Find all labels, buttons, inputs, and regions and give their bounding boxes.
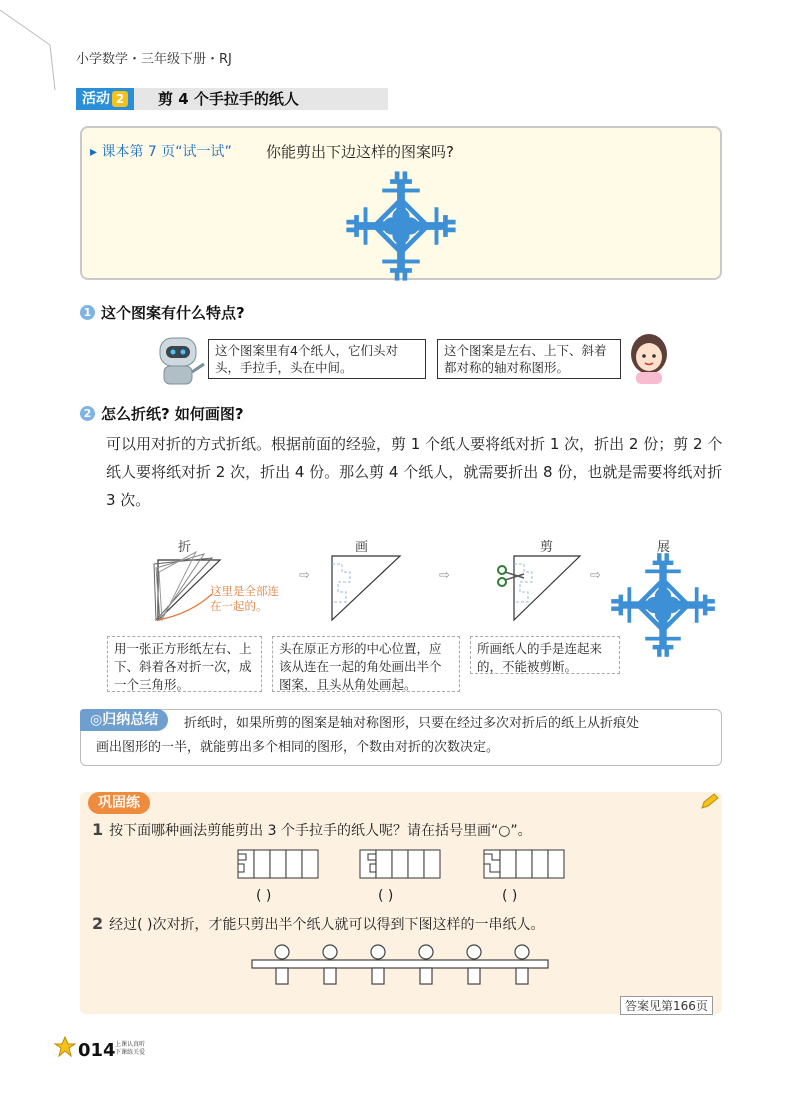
pencil-icon (700, 792, 720, 810)
summary-text-line-2: 画出图形的一半，就能剪出多个相同的图形，个数由对折的次数决定。 (96, 740, 500, 755)
page-header: 小学数学・三年级下册・RJ (76, 52, 232, 67)
step-draw-label: 画 (355, 540, 369, 555)
practice-1-question (92, 820, 532, 840)
practice-2-question (92, 914, 545, 934)
girl-speech-bubble: 这个图案是左右、上下、斜着都对称的轴对称图形。 (437, 339, 621, 379)
folded-strip-option-3 (480, 846, 576, 882)
arrow-right-icon: ⇨ (439, 568, 450, 583)
step-fold-label: 折 (178, 540, 192, 555)
question-1-title: 这个图案有什么特点? (101, 304, 245, 322)
intro-question: 你能剪出下边这样的图案吗? (266, 143, 454, 161)
mascot-icon (54, 1036, 76, 1060)
question-1-number: 1 (80, 305, 95, 320)
folded-strip-option-2 (356, 846, 452, 882)
footer-slogan (115, 1041, 145, 1057)
cut-step-description: 所画纸人的手是连起来的，不能被剪断。 (470, 636, 620, 674)
activity-number: 2 (112, 91, 128, 107)
practice-2-number: 2 (92, 914, 104, 933)
textbook-reference: ▸ 课本第 7 页“试一试” (90, 144, 232, 160)
page-number: 014 (78, 1040, 116, 1061)
cutting-triangle-image (496, 552, 582, 624)
summary-tag: ◎归纳总结 (80, 709, 168, 731)
paper-cut-pattern-image (345, 170, 457, 282)
practice-1-number: 1 (92, 820, 104, 839)
robot-speech-bubble: 这个图案里有4个纸人，它们头对头，手拉手，头在中间。 (208, 339, 426, 379)
girl-avatar-icon (624, 332, 674, 384)
answer-paren-2[interactable]: ( ) (378, 888, 394, 904)
question-2-heading (80, 403, 244, 424)
fold-explanation-paragraph: 可以用对折的方式折纸。根据前面的经验，剪 1 个纸人要将纸对折 1 次，折出 2 份；剪 2 个纸人要将纸对折 2 次，折出 4 份。那么剪 4 个纸人，就需要折出 8 份，也就是需要将纸对折 3 次。 (106, 435, 723, 509)
page-corner-decoration (0, 0, 60, 90)
robot-avatar-icon (150, 334, 206, 386)
step-cut-label: 剪 (540, 540, 554, 555)
practice-2-text: 经过( )次对折，才能只剪出半个纸人就可以得到下图这样的一串纸人。 (109, 917, 545, 933)
footer-slogan-2: 下课练关爱 (115, 1049, 146, 1056)
arrow-right-icon: ⇨ (299, 568, 310, 583)
practice-tag: 巩固练 (88, 792, 150, 814)
step-unfold-label: 展 (657, 540, 671, 555)
drawn-triangle-image (326, 552, 406, 624)
arrow-right-icon: ⇨ (590, 568, 601, 583)
folded-strip-option-1 (234, 846, 330, 882)
activity-title: 剪 4 个手拉手的纸人 (158, 90, 299, 108)
question-2-number: 2 (80, 406, 95, 421)
activity-tag (76, 88, 134, 110)
draw-step-description: 头在原正方形的中心位置，应该从连在一起的角处画出半个图案，且头从角处画起。 (272, 636, 460, 692)
footer-slogan-1: 上课认真听 (115, 1041, 146, 1048)
practice-1-text: 按下面哪种画法剪能剪出 3 个手拉手的纸人呢？请在括号里画“○”。 (109, 823, 532, 839)
question-2-title: 怎么折纸? 如何画图? (101, 405, 244, 423)
fold-step-description: 用一张正方形纸左右、上下、斜着各对折一次，成一个三角形。 (107, 636, 262, 692)
question-1-heading (80, 302, 245, 323)
fold-corner-note: 这里是全部连在一起的。 (210, 584, 279, 613)
answer-reference: 答案见第166页 (620, 996, 713, 1015)
activity-tag-label: 活动 (82, 91, 110, 107)
answer-paren-3[interactable]: ( ) (502, 888, 518, 904)
summary-text-line-1: 折纸时，如果所剪的图案是轴对称图形，只要在经过多次对折后的纸上从折痕处 (184, 716, 640, 731)
paper-doll-chain-image (250, 940, 550, 990)
unfolded-pattern-image (610, 552, 716, 658)
answer-paren-1[interactable]: ( ) (256, 888, 272, 904)
